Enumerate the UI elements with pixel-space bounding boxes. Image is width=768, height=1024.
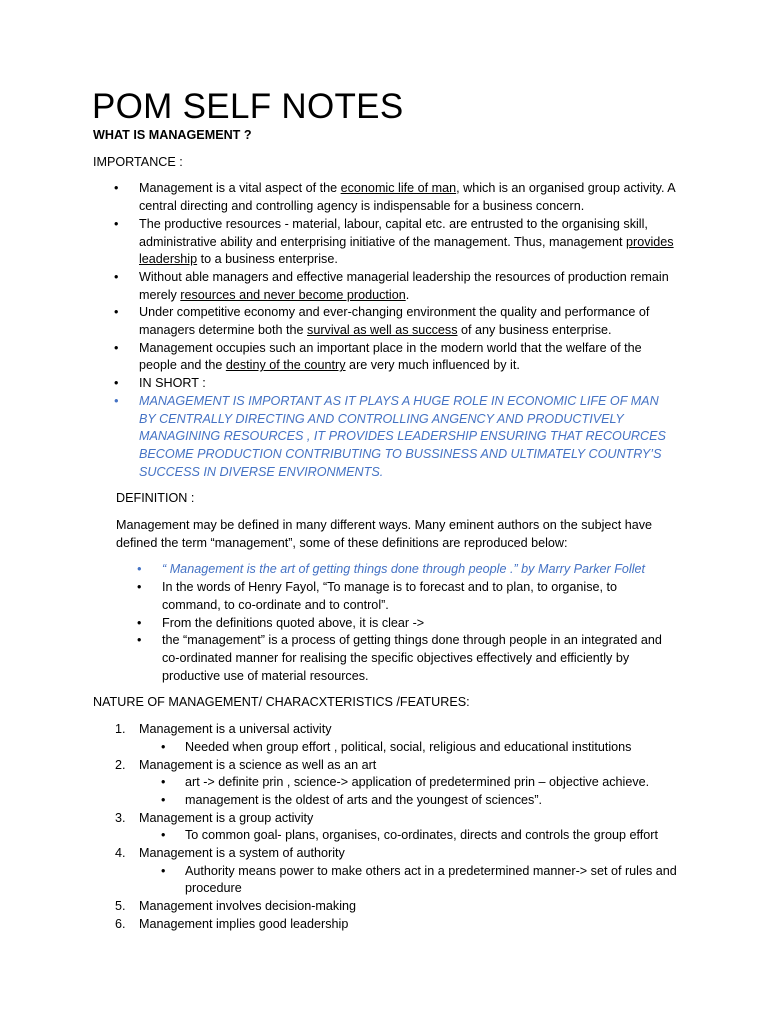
bullet-icon: • — [161, 739, 166, 754]
nature-list — [93, 721, 678, 933]
list-item: • Under competitive economy and ever-changing environment the quality and performance of managers determine both the survival as well as success of any business enterprise. — [114, 305, 650, 338]
numbered-item: 3. Management is a group activity — [115, 810, 314, 825]
bullet-icon: • — [137, 633, 142, 648]
list-item: • Management occupies such an important place in the modern world that the welfare of the people and the destiny of the country are very much influenced by it. — [114, 340, 642, 373]
list-item: • In the words of Henry Fayol, “To manage is to forecast and to plan, to organise, to command, to co-ordinate and to control”. — [137, 580, 618, 612]
bullet-icon: • — [161, 828, 166, 843]
sub-item: • Authority means power to make others act in a predetermined manner-> set of rules and procedure — [161, 863, 677, 896]
sub-item: • management is the oldest of arts and the youngest of sciences”. — [93, 792, 678, 810]
bullet-icon: • — [161, 792, 166, 807]
bullet-icon: • — [114, 269, 119, 284]
definition-intro: Management may be defined in many different ways. Many eminent authors on the subject have defined the term “management”, some of these definitions are reproduced below: — [116, 518, 653, 550]
bullet-icon: • — [137, 562, 142, 577]
bullet-icon: • — [161, 863, 166, 878]
numbered-item: 2. Management is a science as well as an art — [115, 757, 377, 772]
bullet-icon: • — [114, 216, 119, 231]
list-item: • the “management” is a process of getting things done through people in an integrated and co-ordinated manner for realising the specific objectives effectively and efficiently by productive use of material resources. — [137, 633, 662, 683]
bullet-icon: • — [114, 181, 119, 196]
bullet-icon: • — [161, 775, 166, 790]
in-short-summary: • MANAGEMENT IS IMPORTANT AS IT PLAYS A HUGE ROLE IN ECONOMIC LIFE OF MAN BY CENTRALLY DIRECTING AND CONTROLLING ANGENCY AND PRODUCTIVELY MANAGINING RESOURCES , IT PROVIDES LEADERSHIP ENSURING THAT RECOURCES BECOME PRODUCTION CONTRIBUTING TO BUSSINESS AND ULTIMATELY COUNTRY’S SUCCESS IN DIVERSE ENVIRONMENTS. — [114, 393, 666, 479]
numbered-item: 1. Management is a universal activity — [115, 722, 332, 737]
bullet-icon: • — [114, 376, 119, 391]
numbered-item: 6. Management implies good leadership — [115, 916, 349, 931]
list-item: • IN SHORT : — [93, 375, 678, 393]
list-item: • Without able managers and effective managerial leadership the resources of production remain merely resources and never become production. — [114, 269, 669, 302]
nature-heading: NATURE OF MANAGEMENT/ CHARACXTERISTICS /FEATURES: — [93, 695, 470, 710]
importance-heading: IMPORTANCE : — [93, 154, 183, 169]
list-item: • Management is a vital aspect of the economic life of man, which is an organised group activity. A central directing and controlling agency is indispensable for a business concern. — [114, 181, 676, 214]
sub-item: • To common goal- plans, organises, co-ordinates, directs and controls the group effort — [93, 827, 678, 845]
bullet-icon: • — [114, 305, 119, 320]
numbered-item: 4. Management is a system of authority — [115, 846, 345, 861]
question-heading: WHAT IS MANAGEMENT ? — [93, 128, 252, 142]
document-body — [93, 127, 678, 934]
sub-item: • art -> definite prin , science-> application of predetermined prin – objective achieve. — [93, 774, 678, 792]
importance-list — [93, 180, 678, 481]
list-item: • The productive resources - material, labour, capital etc. are entrusted to the organising skill, administrative ability and enterprising initiative of the management. Thus, management provides leadership to a business enterprise. — [114, 216, 674, 267]
page-title: POM SELF NOTES — [92, 87, 404, 126]
definition-list — [93, 561, 678, 685]
bullet-icon: • — [137, 580, 142, 595]
definition-heading: DEFINITION : — [116, 491, 195, 506]
numbered-item: 5. Management involves decision-making — [115, 899, 357, 914]
list-item: • From the definitions quoted above, it is clear -> — [93, 615, 678, 633]
bullet-icon: • — [114, 393, 119, 408]
follet-quote: • “ Management is the art of getting things done through people .” by Marry Parker Follet — [93, 561, 678, 579]
sub-item: • Needed when group effort , political, social, religious and educational institutions — [93, 739, 678, 757]
bullet-icon: • — [114, 340, 119, 355]
bullet-icon: • — [137, 615, 142, 630]
